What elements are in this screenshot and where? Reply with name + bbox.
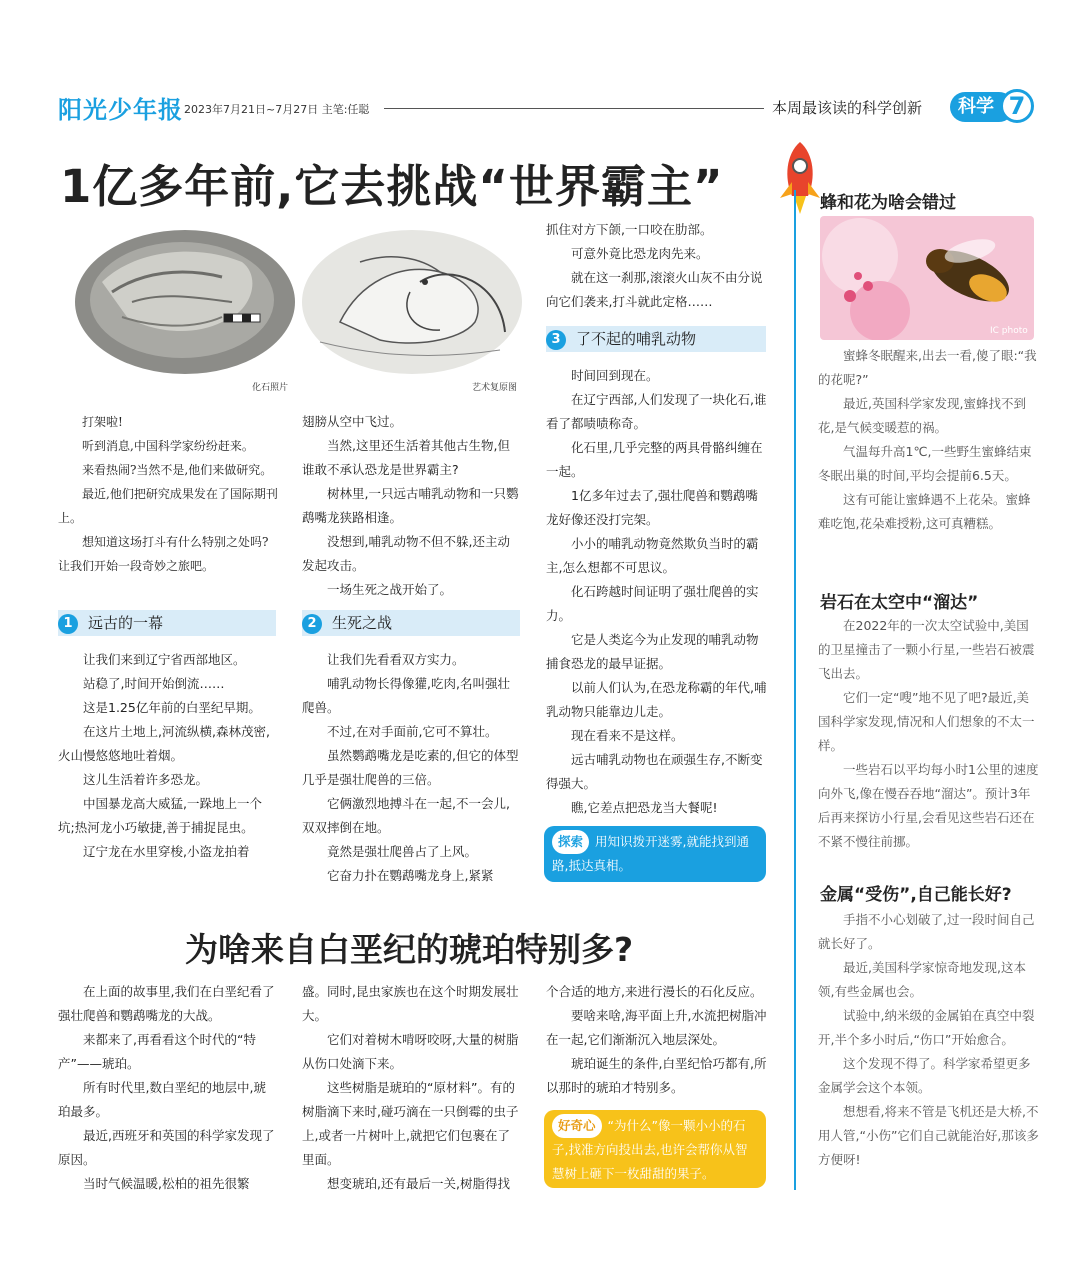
paragraph: 不过,在对手面前,它可不算壮。 xyxy=(327,724,498,739)
paragraph: 抓住对方下颌,一口咬在肋部。 xyxy=(546,222,713,237)
paragraph: 蜜蜂冬眠醒来,出去一看,傻了眼:“我的花呢?” xyxy=(818,348,1037,387)
curiosity-text: “为什么”像一颗小小的石子,找准方向投出去,也许会帮你从智慧树上砸下一枚甜甜的果子。 xyxy=(552,1118,748,1181)
sidebar-divider xyxy=(794,190,796,1190)
paragraph: 来都来了,再看看这个时代的“特产”——琥珀。 xyxy=(58,1032,256,1071)
paragraph: 想想看,将来不管是飞机还是大桥,不用人管,“小伤”它们自己就能治好,那该多方便呀! xyxy=(818,1104,1039,1167)
paragraph: 让我们先看看双方实力。 xyxy=(327,652,465,667)
header-rule xyxy=(384,108,764,109)
amber-column2 xyxy=(302,980,522,1196)
explore-tip-box xyxy=(544,826,766,882)
section-header-1 xyxy=(58,610,276,636)
paragraph: 手指不小心划破了,过一段时间自己就长好了。 xyxy=(818,912,1035,951)
paragraph: 瞧,它差点把恐龙当大餐呢! xyxy=(571,800,718,815)
rock-title: 岩石在太空中“溜达” xyxy=(820,593,979,613)
curiosity-tag: 好奇心 xyxy=(552,1114,602,1138)
photo-credit: IC photo xyxy=(990,326,1028,336)
fossil-photo xyxy=(72,222,298,377)
paragraph: 中国暴龙高大威猛,一跺地上一个坑;热河龙小巧敏捷,善于捕捉昆虫。 xyxy=(58,796,262,835)
issue-date-editor: 2023年7月21日~7月27日 主笔:任聪 xyxy=(184,103,370,116)
paragraph: 化石跨越时间证明了强壮爬兽的实力。 xyxy=(546,584,759,623)
paragraph: 打架啦! xyxy=(82,415,123,429)
paragraph: 以前人们认为,在恐龙称霸的年代,哺乳动物只能靠边儿走。 xyxy=(546,680,767,719)
section-title: 远古的一幕 xyxy=(88,614,164,632)
paragraph: 听到消息,中国科学家纷纷赶来。 xyxy=(82,439,254,453)
rock-text xyxy=(818,614,1040,854)
section-title: 生死之战 xyxy=(332,614,393,632)
paragraph: 最近,他们把研究成果发在了国际期刊上。 xyxy=(58,487,278,525)
paragraph: 1亿多年过去了,强壮爬兽和鹦鹉嘴龙好像还没打完架。 xyxy=(546,488,758,527)
paragraph: 它俩激烈地搏斗在一起,不一会儿,双双摔倒在地。 xyxy=(302,796,510,835)
paragraph: 这个发现不得了。科学家希望更多金属学会这个本领。 xyxy=(818,1056,1031,1095)
paragraph: 当然,这里还生活着其他古生物,但谁敢不承认恐龙是世界霸主? xyxy=(302,438,510,477)
paragraph: 让我们来到辽宁省西部地区。 xyxy=(83,652,246,667)
paragraph: 这有可能让蜜蜂遇不上花朵。蜜蜂难吃饱,花朵难授粉,这可真糟糕。 xyxy=(818,492,1031,531)
paragraph: 想知道这场打斗有什么特别之处吗?让我们开始一段奇妙之旅吧。 xyxy=(58,535,269,573)
section2-text xyxy=(302,648,522,888)
page-number: 7 xyxy=(1000,89,1034,123)
paragraph: 远古哺乳动物也在顽强生存,不断变得强大。 xyxy=(546,752,763,791)
curiosity-tip-box xyxy=(544,1110,766,1188)
section3-text xyxy=(546,364,768,820)
paragraph: 琥珀诞生的条件,白垩纪恰巧都有,所以那时的琥珀才特别多。 xyxy=(546,1056,767,1095)
paragraph: 竟然是强壮爬兽占了上风。 xyxy=(327,844,478,859)
paragraph: 现在看来不是这样。 xyxy=(571,728,684,743)
paragraph: 可意外竟比恐龙肉先来。 xyxy=(571,246,709,261)
paragraph: 最近,西班牙和英国的科学家发现了原因。 xyxy=(58,1128,275,1167)
section-header-3 xyxy=(546,326,766,352)
intro-text xyxy=(58,410,278,578)
column3-text xyxy=(546,218,768,314)
paragraph: 就在这一刹那,滚滚火山灰不由分说向它们袭来,打斗就此定格…… xyxy=(546,270,763,309)
paragraph: 当时气候温暖,松柏的祖先很繁 xyxy=(83,1176,250,1191)
paragraph: 虽然鹦鹉嘴龙是吃素的,但它的体型几乎是强壮爬兽的三倍。 xyxy=(302,748,519,787)
metal-text xyxy=(818,908,1040,1172)
section-label: 科学 xyxy=(950,92,1014,122)
paragraph: 在上面的故事里,我们在白垩纪看了强壮爬兽和鹦鹉嘴龙的大战。 xyxy=(58,984,275,1023)
paragraph: 一些岩石以平均每小时1公里的速度向外飞,像在慢吞吞地“溜达”。预计3年后再来探访小行星,会看见这些岩石还在不紧不慢往前挪。 xyxy=(818,762,1039,849)
art-reconstruction-image xyxy=(300,222,525,377)
header-slogan: 本周最该读的科学创新 xyxy=(772,99,923,117)
amber-column3 xyxy=(546,980,768,1100)
amber-headline: 为啥来自白垩纪的琥珀特别多? xyxy=(185,930,634,969)
paragraph: 它们一定“嗖”地不见了吧?最近,美国科学家发现,情况和人们想象的不太一样。 xyxy=(818,690,1035,753)
paragraph: 个合适的地方,来进行漫长的石化反应。 xyxy=(546,984,763,999)
paragraph: 这些树脂是琥珀的“原材料”。有的树脂滴下来时,碰巧滴在一只倒霉的虫子上,或者一片树叶上,就把它们包裹在了里面。 xyxy=(302,1080,519,1167)
fossil-caption: 化石照片 xyxy=(252,383,289,393)
paragraph: 它们对着树木啃呀咬呀,大量的树脂从伤口处滴下来。 xyxy=(302,1032,519,1071)
paragraph: 所有时代里,数白垩纪的地层中,琥珀最多。 xyxy=(58,1080,266,1119)
paragraph: 没想到,哺乳动物不但不躲,还主动发起攻击。 xyxy=(302,534,510,573)
section1-text xyxy=(58,648,278,864)
paragraph: 这儿生活着许多恐龙。 xyxy=(83,772,209,787)
paragraph: 想变琥珀,还有最后一关,树脂得找 xyxy=(327,1176,510,1191)
paragraph: 小小的哺乳动物竟然欺负当时的霸主,怎么想都不可思议。 xyxy=(546,536,759,575)
bee-photo xyxy=(820,216,1034,340)
paragraph: 哺乳动物长得像獾,吃肉,名叫强壮爬兽。 xyxy=(302,676,510,715)
paragraph: 气温每升高1℃,一些野生蜜蜂结束冬眠出巢的时间,平均会提前6.5天。 xyxy=(818,444,1032,483)
paragraph: 试验中,纳米级的金属铂在真空中裂开,半个多小时后,“伤口”开始愈合。 xyxy=(818,1008,1035,1047)
section-number-badge: 2 xyxy=(302,614,322,634)
paragraph: 辽宁龙在水里穿梭,小盗龙拍着 xyxy=(83,844,250,859)
paragraph: 它奋力扑在鹦鹉嘴龙身上,紧紧 xyxy=(327,868,494,883)
bee-title: 蜂和花为啥会错过 xyxy=(820,193,956,213)
paragraph: 在2022年的一次太空试验中,美国的卫星撞击了一颗小行星,一些岩石被震飞出去。 xyxy=(818,618,1035,681)
main-headline: 1亿多年前,它去挑战“世界霸主” xyxy=(60,160,724,213)
paragraph: 要啥来啥,海平面上升,水流把树脂冲在一起,它们渐渐沉入地层深处。 xyxy=(546,1008,767,1047)
section-number-badge: 1 xyxy=(58,614,78,634)
paragraph: 它是人类迄今为止发现的哺乳动物捕食恐龙的最早证据。 xyxy=(546,632,759,671)
paragraph: 这是1.25亿年前的白垩纪早期。 xyxy=(83,700,261,715)
column2-text xyxy=(302,410,522,602)
paragraph: 站稳了,时间开始倒流…… xyxy=(83,676,225,691)
paragraph: 最近,英国科学家发现,蜜蜂找不到花,是气候变暖惹的祸。 xyxy=(818,396,1026,435)
paragraph: 盛。同时,昆虫家族也在这个时期发展壮大。 xyxy=(302,984,519,1023)
bee-text xyxy=(818,344,1040,536)
section-header-2 xyxy=(302,610,520,636)
paragraph: 化石里,几乎完整的两具骨骼纠缠在一起。 xyxy=(546,440,763,479)
paragraph: 一场生死之战开始了。 xyxy=(327,582,453,597)
metal-title: 金属“受伤”,自己能长好? xyxy=(820,885,1012,905)
paragraph: 翅膀从空中飞过。 xyxy=(302,414,403,429)
paragraph: 最近,美国科学家惊奇地发现,这本领,有些金属也会。 xyxy=(818,960,1026,999)
section-number-badge: 3 xyxy=(546,330,566,350)
paragraph: 树林里,一只远古哺乳动物和一只鹦鹉嘴龙狭路相逢。 xyxy=(302,486,519,525)
section-title: 了不起的哺乳动物 xyxy=(576,330,697,348)
explore-text: 用知识拨开迷雾,就能找到通路,抵达真相。 xyxy=(552,834,749,873)
art-caption: 艺术复原图 xyxy=(472,383,518,393)
paragraph: 来看热闹?当然不是,他们来做研究。 xyxy=(82,463,273,477)
paragraph: 在这片土地上,河流纵横,森林茂密,火山慢悠悠地吐着烟。 xyxy=(58,724,270,763)
explore-tag: 探索 xyxy=(552,830,589,854)
paragraph: 在辽宁西部,人们发现了一块化石,谁看了都啧啧称奇。 xyxy=(546,392,767,431)
amber-column1 xyxy=(58,980,278,1196)
newspaper-logo: 阳光少年报 xyxy=(58,96,183,124)
paragraph: 时间回到现在。 xyxy=(571,368,659,383)
